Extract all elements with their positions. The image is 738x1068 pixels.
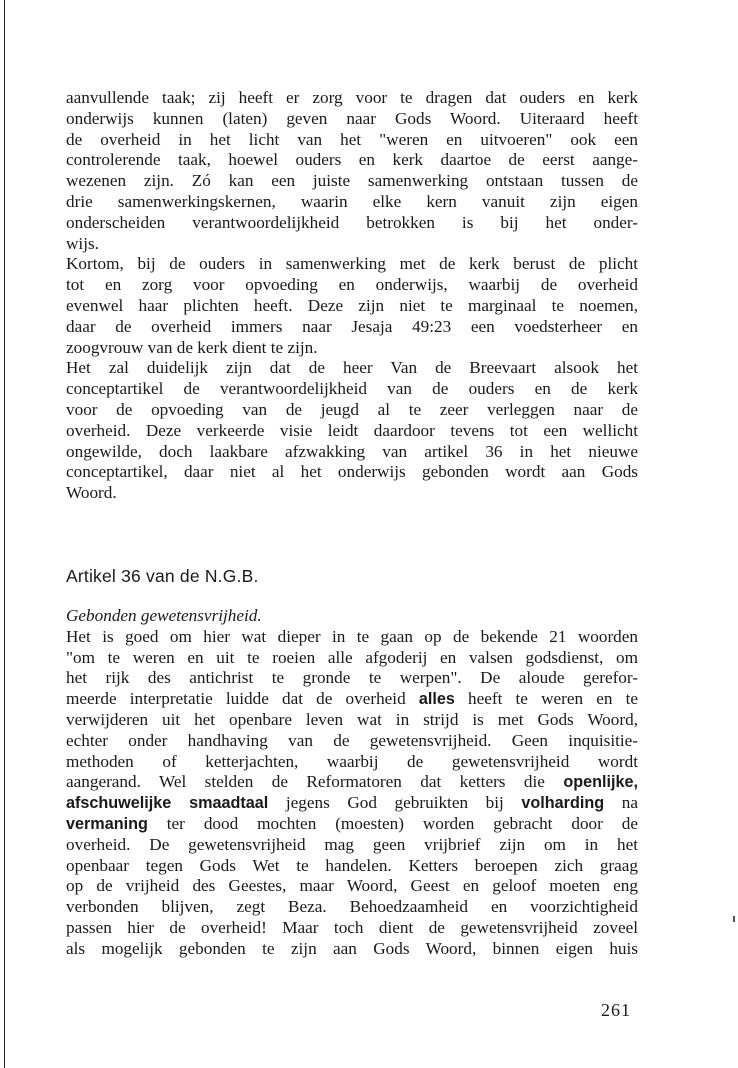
text-line: voor de opvoeding van de jeugd al te zeer verleggen naar de bbox=[66, 399, 638, 419]
text-line: Kortom, bij de ouders in samenwerking met de kerk berust de plicht bbox=[66, 254, 638, 274]
text-run: na bbox=[604, 793, 638, 813]
text-run: ter dood mochten (moesten) worden gebracht door de bbox=[147, 813, 638, 833]
page-edge-line bbox=[4, 0, 5, 1068]
text-run: meerde interpretatie luidde dat de overheid bbox=[66, 689, 419, 709]
text-line: conceptartikel de verantwoordelijkheid van de ouders en de kerk bbox=[66, 379, 638, 399]
bold-term: alles bbox=[418, 690, 455, 709]
text-line: overheid. De gewetensvrijheid mag geen vrijbrief zijn om in het bbox=[66, 834, 638, 854]
bold-term: vermaning bbox=[66, 814, 148, 833]
text-line: zoogvrouw van de kerk dient te zijn. bbox=[66, 337, 318, 357]
text-line: als mogelijk gebonden te zijn aan Gods Woord, binnen eigen huis bbox=[66, 938, 638, 958]
text-line: wezenen zijn. Zó kan een juiste samenwerking ontstaan tussen de bbox=[66, 171, 638, 191]
text-line: onderscheiden verantwoordelijkheid betrokken is bij het onder- bbox=[66, 212, 638, 232]
text-line bbox=[66, 689, 638, 710]
text-line: drie samenwerkingskernen, waarin elke kern vanuit zijn eigen bbox=[66, 191, 638, 211]
text-line bbox=[66, 772, 638, 793]
text-line: echter onder handhaving van de gewetensvrijheid. Geen inquisitie- bbox=[66, 730, 638, 750]
text-line: controlerende taak, hoewel ouders en kerk daartoe de eerst aange- bbox=[66, 150, 638, 170]
text-line: overheid. Deze verkeerde visie leidt daardoor tevens tot een wellicht bbox=[66, 420, 638, 440]
text-run: jegens God gebruikten bij bbox=[268, 793, 522, 813]
text-line: op de vrijheid des Geestes, maar Woord, Geest en geloof moeten eng bbox=[66, 876, 638, 896]
text-line: onderwijs kunnen (laten) geven naar Gods Woord. Uiteraard heeft bbox=[66, 108, 638, 128]
text-line: "om te weren en uit te roeien alle afgoderij en valsen godsdienst, om bbox=[66, 647, 638, 667]
section-heading: Artikel 36 van de N.G.B. bbox=[66, 566, 259, 586]
text-line: verbonden blijven, zegt Beza. Behoedzaamheid en voorzichtigheid bbox=[66, 897, 638, 917]
text-line: Woord. bbox=[66, 483, 117, 503]
page-number: 261 bbox=[601, 1000, 631, 1020]
text-line: het rijk des antichrist te gronde te werpen". De aloude gerefor- bbox=[66, 668, 638, 688]
section-2-text bbox=[66, 606, 638, 960]
section-1-text bbox=[66, 88, 638, 504]
text-line: daar de overheid immers naar Jesaja 49:23 een voedsterheer en bbox=[66, 316, 638, 336]
text-line: methoden of ketterjachten, waarbij de gewetensvrijheid wordt bbox=[66, 751, 638, 771]
text-line: passen hier de overheid! Maar toch dient de gewetensvrijheid zoveel bbox=[66, 917, 638, 937]
text-line bbox=[66, 793, 638, 814]
text-line: ongewilde, doch laakbare afzwakking van artikel 36 in het nieuwe bbox=[66, 441, 638, 461]
text-line: evenwel haar plichten heeft. Deze zijn niet te marginaal te noemen, bbox=[66, 295, 638, 315]
bold-term: afschuwelijke smaadtaal bbox=[66, 794, 269, 813]
text-line: verwijderen uit het openbare leven wat in strijd is met Gods Woord, bbox=[66, 709, 638, 729]
text-line: wijs. bbox=[66, 233, 99, 253]
text-line bbox=[66, 814, 638, 835]
text-run: aangerand. Wel stelden de Reformatoren dat ketters die bbox=[66, 772, 564, 792]
text-line: tot en zorg voor opvoeding en onderwijs, waarbij de overheid bbox=[66, 275, 638, 295]
text-line: Het zal duidelijk zijn dat de heer Van de Breevaart alsook het bbox=[66, 358, 638, 378]
margin-mark bbox=[733, 916, 735, 922]
text-run: heeft te weren en te bbox=[454, 689, 638, 709]
bold-term: openlijke, bbox=[563, 773, 638, 792]
text-line: openbaar tegen Gods Wet te handelen. Ketters beroepen zich graag bbox=[66, 855, 638, 875]
text-line: Het is goed om hier wat dieper in te gaan op de bekende 21 woorden bbox=[66, 626, 638, 646]
text-line: conceptartikel, daar niet al het onderwijs gebonden wordt aan Gods bbox=[66, 462, 638, 482]
text-line: de overheid in het licht van het "weren en uitvoeren" ook een bbox=[66, 129, 638, 149]
section-subtitle: Gebonden gewetensvrijheid. bbox=[66, 606, 262, 625]
bold-term: volharding bbox=[521, 794, 605, 813]
text-line: aanvullende taak; zij heeft er zorg voor te dragen dat ouders en kerk bbox=[66, 88, 638, 107]
